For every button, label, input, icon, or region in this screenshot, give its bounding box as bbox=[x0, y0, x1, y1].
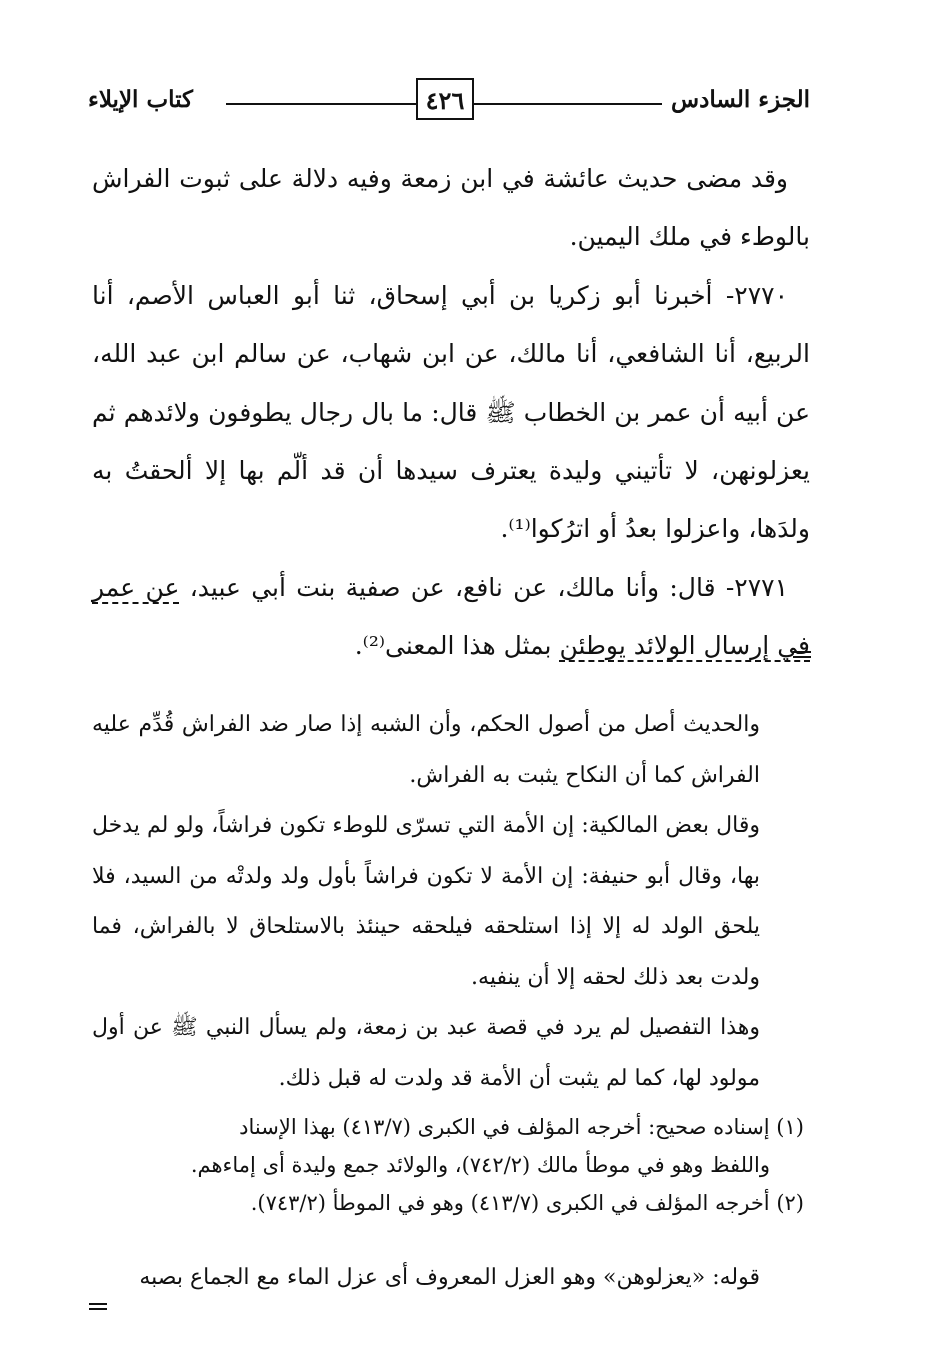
footnotes bbox=[82, 1108, 804, 1222]
page-number: ٤٢٦ bbox=[416, 78, 474, 120]
book-title: كتاب الإيلاء bbox=[88, 86, 194, 113]
section-end-mark bbox=[793, 651, 811, 658]
hadith-2771 bbox=[92, 559, 810, 676]
main-paragraph: وقد مضى حديث عائشة في ابن زمعة وفيه دلالة على ثبوت الفراش بالوطء في ملك اليمين. bbox=[92, 164, 810, 252]
footnote-1-continued: واللفظ وهو في موطأ مالك (٧٤٢/٢)، والولائد جمع وليدة أى إماءهم. bbox=[190, 1153, 770, 1177]
hadith-2771-underlined: عن عمر في إرسال الولائد يوطئن bbox=[92, 572, 810, 661]
commentary-paragraph: وقال بعض المالكية: إن الأمة التي تسرّى للوطء تكون فراشاً، ولو لم يدخل بها، وقال أبو حنيفة: إن الأمة لا تكون فراشاً بأول ولد ولدتْه من السيد، فلا يلحق الولد له إلا إذا استلحقه فيلحقه حينئذ بالاستلحاق لا بالفراش، فما ولدت بعد ذلك لحقه إلا أن ينفيه. bbox=[92, 813, 760, 990]
page-header bbox=[88, 78, 810, 124]
commentary-paragraph: وهذا التفصيل لم يرد في قصة عبد بن زمعة، ولم يسأل النبي ﷺ عن أول مولود لها، كما لم يثبت أن الأمة قد ولدت له قبل ذلك. bbox=[92, 1015, 760, 1091]
hadith-2771-part-c: بمثل هذا المعنى⁽²⁾. bbox=[354, 631, 560, 661]
continuation-mark bbox=[89, 1303, 107, 1310]
commentary bbox=[92, 700, 760, 1104]
hadith-2771-part-a: ٢٧٧١- قال: وأنا مالك، عن نافع، عن صفية بنت أبي عبيد، bbox=[179, 572, 789, 602]
part-title: الجزء السادس bbox=[671, 86, 810, 113]
commentary-paragraph: والحديث أصل من أصول الحكم، وأن الشبه إذا صار ضد الفراش قُدِّم عليه الفراش كما أن النكاح يثبت به الفراش. bbox=[92, 712, 760, 788]
footnote-1: (١) إسناده صحيح: أخرجه المؤلف في الكبرى (٤١٣/٧) بهذا الإسناد bbox=[239, 1115, 804, 1139]
footnote-2: (٢) أخرجه المؤلف في الكبرى (٤١٣/٧) وهو في الموطأ (٧٤٣/٢). bbox=[250, 1191, 804, 1215]
header-rule-left bbox=[226, 103, 416, 105]
hadith-2770: ٢٧٧٠- أخبرنا أبو زكريا بن أبي إسحاق، ثنا أبو العباس الأصم، أنا الربيع، أنا الشافعي، أنا مالك، عن ابن شهاب، عن سالم ابن عبد الله، عن أبيه أن عمر بن الخطاب ﷺ قال: ما بال رجال يطوفون ولائدهم ثم يعزلونهن، لا تأتيني وليدة يعترف سيدها أن قد ألّم بها إلا ألحقتُ به ولدَها، واعزلوا بعدُ أو اترُكوا⁽¹⁾. bbox=[92, 280, 810, 544]
header-rule-right bbox=[474, 103, 662, 105]
bottom-note: قوله: «يعزلوهن» وهو العزل المعروف أى عزل الماء مع الجماع بصبه bbox=[139, 1265, 760, 1290]
main-text bbox=[92, 150, 810, 676]
